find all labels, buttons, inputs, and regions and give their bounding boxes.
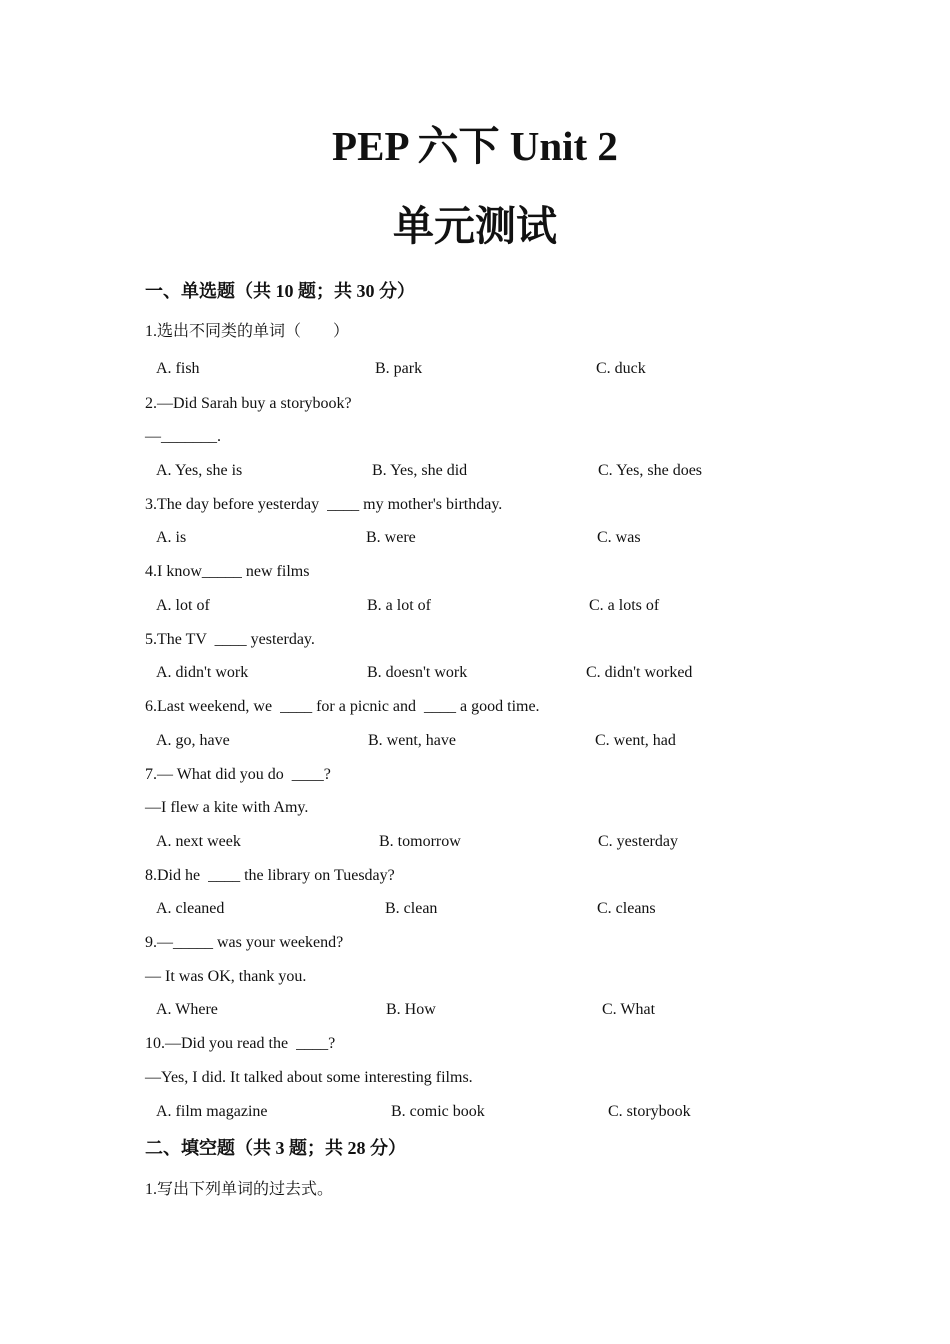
exam-title: PEP 六下 Unit 2 (332, 123, 618, 169)
option-a: A. Yes, she is (156, 462, 243, 479)
option-c: C. duck (596, 360, 646, 377)
question-3-options (0, 527, 950, 549)
question-9-response: — It was OK, thank you. (145, 968, 307, 985)
option-b: B. were (366, 529, 416, 546)
option-b: B. went, have (368, 732, 456, 749)
option-a: A. lot of (156, 597, 210, 614)
question-1-options (0, 358, 950, 380)
option-a: A. next week (156, 833, 241, 850)
question-7-stem: 7.— What did you do ____? (145, 766, 331, 783)
question-7-options (0, 831, 950, 853)
option-c: C. yesterday (598, 833, 678, 850)
option-c: C. cleans (597, 900, 656, 917)
question-5-options (0, 662, 950, 684)
option-c: C. a lots of (589, 597, 660, 614)
option-c: C. What (602, 1001, 656, 1018)
question-5-stem: 5.The TV ____ yesterday. (145, 631, 315, 648)
option-a: A. didn't work (156, 664, 249, 681)
option-c: C. didn't worked (586, 664, 693, 681)
option-c: C. Yes, she does (598, 462, 703, 479)
option-a: A. is (156, 529, 187, 546)
exam-subtitle: 单元测试 (393, 203, 557, 249)
option-b: B. tomorrow (379, 833, 461, 850)
question-6-stem: 6.Last weekend, we ____ for a picnic and ____ a good time. (145, 698, 540, 715)
question-4-options (0, 595, 950, 617)
question-1-stem: 1.选出不同类的单词（ ） (145, 323, 350, 340)
option-b: B. Yes, she did (372, 462, 468, 479)
question-10-response: —Yes, I did. It talked about some interesting films. (145, 1069, 473, 1086)
option-b: B. clean (385, 900, 438, 917)
question-4-stem: 4.I know_____ new films (145, 563, 310, 580)
section-heading-fill-blank: 二、填空题（共 3 题；共 28 分） (145, 1138, 406, 1158)
question-8-stem: 8.Did he ____ the library on Tuesday? (145, 867, 395, 884)
option-b: B. comic book (391, 1103, 485, 1120)
option-c: C. went, had (595, 732, 676, 749)
option-b: B. doesn't work (367, 664, 468, 681)
option-a: A. cleaned (156, 900, 225, 917)
option-a: A. go, have (156, 732, 230, 749)
option-a: A. fish (156, 360, 200, 377)
option-c: C. was (597, 529, 641, 546)
section-heading-single-choice: 一、单选题（共 10 题；共 30 分） (145, 281, 415, 301)
option-b: B. a lot of (367, 597, 431, 614)
fill-blank-question-1: 1.写出下列单词的过去式。 (145, 1181, 334, 1198)
option-c: C. storybook (608, 1103, 691, 1120)
question-9-stem: 9.—_____ was your weekend? (145, 934, 344, 951)
question-9-options (0, 999, 950, 1021)
question-3-stem: 3.The day before yesterday ____ my mother's birthday. (145, 496, 503, 513)
option-a: A. film magazine (156, 1103, 268, 1120)
question-2-options (0, 460, 950, 482)
option-a: A. Where (156, 1001, 218, 1018)
option-b: B. park (375, 360, 423, 377)
question-7-response: —I flew a kite with Amy. (145, 799, 309, 816)
question-2-response: —_______. (145, 428, 221, 445)
question-10-options (0, 1101, 950, 1123)
question-10-stem: 10.—Did you read the ____? (145, 1035, 336, 1052)
question-6-options (0, 730, 950, 752)
question-8-options (0, 898, 950, 920)
question-2-stem: 2.—Did Sarah buy a storybook? (145, 395, 352, 412)
option-b: B. How (386, 1001, 436, 1018)
